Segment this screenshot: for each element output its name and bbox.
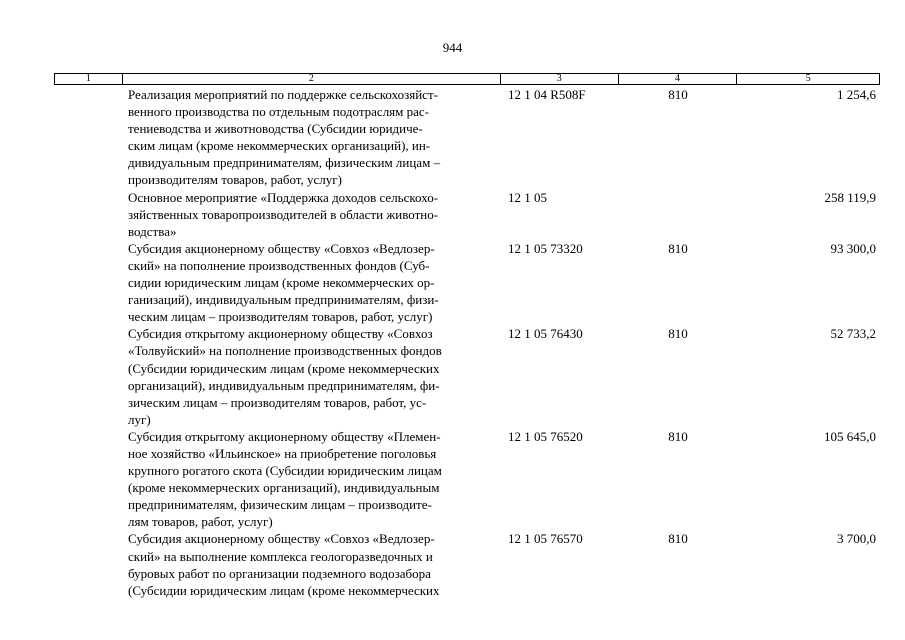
table-row: [0, 86, 905, 189]
row-description: Субсидия акционерному обществу «Совхоз «Ведлозер- ский» на выполнение комплекса геологоразведочных и буровых работ по организации подземного водозабора (Субсидии юридическим лицам (кроме некоммерческих: [128, 531, 440, 598]
row-amount: 1 254,6: [837, 87, 876, 102]
row-amount: 93 300,0: [830, 240, 876, 256]
table-body: [0, 86, 905, 599]
row-description: Субсидия открытому акционерному обществу «Совхоз «Толвуйский» на пополнение производственных фондов (Субсидии юридическим лицам (кроме некоммерческих организаций), индивидуальным предпринимателям, фи- зическим лицам – производителям товаров, работ, ус- луг): [128, 326, 442, 427]
row-expense-type: 810: [668, 240, 688, 256]
table-header: [54, 73, 880, 85]
column-header-5: 5: [805, 73, 811, 84]
row-expense-type: 810: [668, 531, 688, 547]
row-expense-type: 810: [668, 326, 688, 342]
row-code: 12 1 05 76520: [508, 428, 583, 444]
row-code: 12 1 05 76430: [508, 326, 583, 342]
row-code: 12 1 05 73320: [508, 240, 583, 256]
row-description: Субсидия открытому акционерному обществу «Племен- ное хозяйство «Ильинское» на приобретение поголовья крупного рогатого скота (Субсидии юридическим лицам (кроме некоммерческих организаций), индивидуальным предпринимателям, физическим лицам – производите- лям товаров, работ, услуг): [128, 428, 442, 530]
column-header-1: 1: [55, 74, 123, 84]
table-row: [0, 325, 905, 428]
row-amount: 258 119,9: [824, 189, 876, 205]
row-amount: 105 645,0: [824, 428, 876, 444]
row-description: Субсидия акционерному обществу «Совхоз «Ведлозер- ский» на пополнение производственных фондов (Суб- сидии юридическим лицам (кроме некоммерческих ор- ганизаций), индивидуальным предпринимателям, физи- ческим лицам – производителям товаров, работ, услуг): [128, 240, 439, 325]
row-code: 12 1 05: [508, 189, 547, 205]
row-amount: 52 733,2: [830, 326, 876, 342]
row-expense-type: 810: [668, 428, 688, 444]
table-row: [0, 240, 905, 325]
row-amount: 3 700,0: [837, 531, 876, 547]
column-header-4: 4: [619, 74, 738, 84]
row-code: 12 1 05 76570: [508, 531, 583, 547]
table-row: [0, 428, 905, 531]
row-description: Основное мероприятие «Поддержка доходов сельскохо- зяйственных товаропроизводителей в области животно- водства»: [128, 189, 439, 239]
page-number: 944: [442, 40, 463, 55]
row-expense-type: 810: [668, 87, 688, 102]
column-header-2: 2: [123, 74, 501, 84]
row-description: Реализация мероприятий по поддержке сельскохозяйст- венного производства по отдельным подотраслям рас- тениеводства и животноводства (Субсидии юридиче- ским лицам (кроме некоммерческих организаций), ин- дивидуальным предпринимателям, физическим лицам – производителям товаров, работ, услуг): [128, 87, 441, 188]
table-row: [0, 189, 905, 240]
row-code: 12 1 04 R508F: [508, 87, 586, 102]
table-row: [0, 530, 905, 598]
column-header-3: 3: [501, 74, 619, 84]
